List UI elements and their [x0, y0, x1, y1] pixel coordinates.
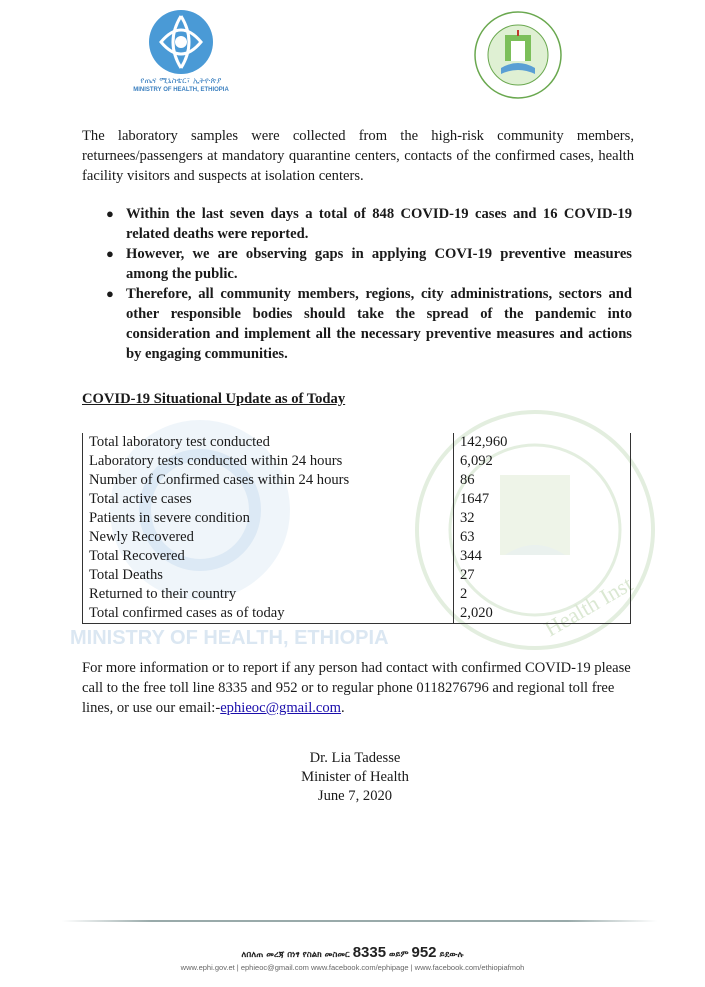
stat-label: Laboratory tests conducted within 24 hours — [83, 452, 454, 471]
table-row — [83, 433, 631, 452]
stat-label: Total laboratory test conducted — [83, 433, 454, 452]
document-date: June 7, 2020 — [317, 788, 393, 804]
footer-links[interactable]: www.ephi.gov.et | ephieoc@gmail.com www.facebook.com/ephipage | www.facebook.com/ethiopiafmoh — [180, 963, 525, 972]
bullet-icon: ● — [106, 206, 114, 221]
table-row — [83, 471, 631, 490]
moh-emblem-icon — [147, 8, 215, 76]
moh-amharic-name: የጤና ሚኒስቴር፣ ኢትዮጵያ — [140, 76, 222, 85]
stat-value: 32 — [454, 509, 631, 528]
stat-label: Total Deaths — [83, 566, 454, 585]
ephi-logo — [473, 10, 563, 100]
signatory-name: Dr. Lia Tadesse — [309, 750, 401, 766]
stat-label: Patients in severe condition — [83, 509, 454, 528]
signature-block — [240, 749, 470, 806]
situational-update-heading: COVID-19 Situational Update as of Today — [82, 391, 346, 407]
table-row — [83, 604, 631, 624]
stat-value: 2,020 — [454, 604, 631, 624]
stat-value: 63 — [454, 528, 631, 547]
bullet-icon: ● — [106, 246, 114, 261]
stat-value: 142,960 — [454, 433, 631, 452]
svg-text:Health Inst: Health Inst — [540, 571, 637, 642]
stat-value: 2 — [454, 585, 631, 604]
stat-label: Total Recovered — [83, 547, 454, 566]
stat-value: 27 — [454, 566, 631, 585]
table-row — [83, 528, 631, 547]
stat-value: 1647 — [454, 490, 631, 509]
moh-logo — [121, 8, 241, 93]
table-row — [83, 585, 631, 604]
contact-paragraph: For more information or to report if any person had contact with confirmed COVID-19 please call to the free toll line 8335 and 952 or to regular phone 0118276796 and regional toll free lines, or use our email:-ephieoc@gmail.com. — [82, 660, 631, 716]
list-item: ● However, we are observing gaps in applying COVI-19 preventive measures among the public. — [106, 246, 632, 282]
stat-label: Newly Recovered — [83, 528, 454, 547]
table-row — [83, 547, 631, 566]
stat-label: Total confirmed cases as of today — [83, 604, 454, 624]
table-row — [83, 490, 631, 509]
footer-divider — [62, 920, 657, 922]
bullet-icon: ● — [106, 286, 114, 301]
email-link[interactable]: ephieoc@gmail.com — [220, 700, 342, 716]
list-item: ● Within the last seven days a total of 848 COVID-19 cases and 16 COVID-19 related deaths were reported. — [106, 206, 632, 242]
stat-label: Number of Confirmed cases within 24 hours — [83, 471, 454, 490]
key-points-list — [92, 204, 632, 364]
table-row — [83, 452, 631, 471]
footer-hotline: ለበለጠ መረጃ በነፃ የስልክ መስመር 8335 ወይም 952 ይደውሉ — [241, 944, 464, 961]
list-item: ● Therefore, all community members, regions, city administrations, sectors and other responsible bodies should take the spread of the pandemic into consideration and implement all the necessary preventive measures and actions by engaging communities. — [106, 286, 632, 362]
table-row — [83, 509, 631, 528]
stat-label: Total active cases — [83, 490, 454, 509]
signatory-title: Minister of Health — [301, 769, 409, 785]
svg-text:MINISTRY OF HEALTH, ETHIOPIA: MINISTRY OF HEALTH, ETHIOPIA — [70, 627, 389, 649]
stat-value: 86 — [454, 471, 631, 490]
stat-label: Returned to their country — [83, 585, 454, 604]
situational-update-table — [82, 433, 631, 624]
moh-english-name: MINISTRY OF HEALTH, ETHIOPIA — [133, 87, 229, 93]
table-row — [83, 566, 631, 585]
intro-paragraph: The laboratory samples were collected from the high-risk community members, returnees/passengers at mandatory quarantine centers, contacts of the confirmed cases, health facility visitors and suspects at isolation centers. — [82, 128, 634, 184]
stat-value: 6,092 — [454, 452, 631, 471]
stat-value: 344 — [454, 547, 631, 566]
